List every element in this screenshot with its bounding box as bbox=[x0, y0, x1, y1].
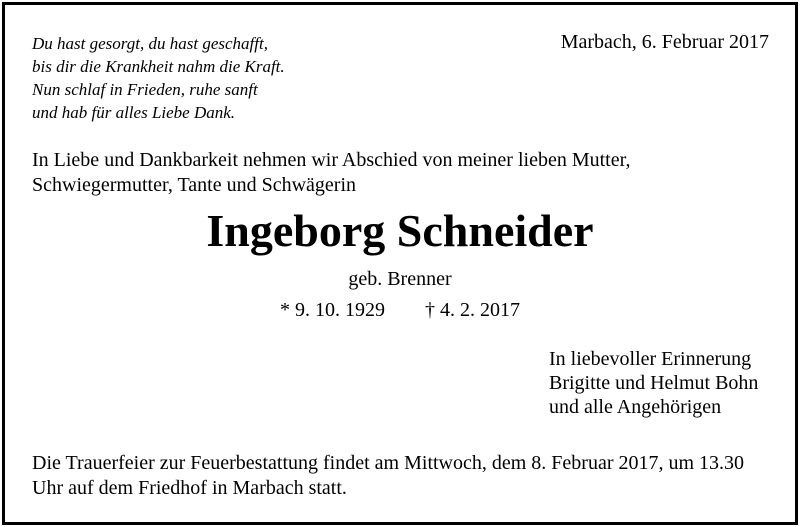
intro-line: Schwiegermutter, Tante und Schwägerin bbox=[32, 174, 357, 196]
death-date: † 4. 2. 2017 bbox=[425, 299, 520, 321]
poem-line: bis dir die Krankheit nahm die Kraft. bbox=[32, 57, 285, 76]
mourners-line: In liebevoller Erinnerung bbox=[549, 348, 752, 370]
service-line: Uhr auf dem Friedhof in Marbach statt. bbox=[32, 477, 347, 499]
place-and-date: Marbach, 6. Februar 2017 bbox=[560, 31, 769, 53]
intro-line: In Liebe und Dankbarkeit nehmen wir Abschied von meiner lieben Mutter, bbox=[32, 149, 631, 171]
poem-verse bbox=[32, 32, 285, 124]
birth-date: * 9. 10. 1929 bbox=[280, 299, 385, 321]
mourners-line: und alle Angehörigen bbox=[549, 396, 722, 418]
poem-line: Du hast gesorgt, du hast geschafft, bbox=[32, 34, 268, 53]
maiden-name: geb. Brenner bbox=[348, 268, 452, 290]
deceased-name: Ingeborg Schneider bbox=[206, 205, 594, 256]
service-line: Die Trauerfeier zur Feuerbestattung findet am Mittwoch, dem 8. Februar 2017, um 13.30 bbox=[32, 452, 745, 474]
intro-text bbox=[32, 148, 630, 198]
poem-line: und hab für alles Liebe Dank. bbox=[32, 103, 236, 122]
funeral-service-info bbox=[32, 451, 744, 501]
mourners-signature bbox=[549, 347, 758, 419]
mourners-line: Brigitte und Helmut Bohn bbox=[549, 372, 759, 394]
life-dates bbox=[0, 299, 800, 322]
poem-line: Nun schlaf in Frieden, ruhe sanft bbox=[32, 80, 258, 99]
